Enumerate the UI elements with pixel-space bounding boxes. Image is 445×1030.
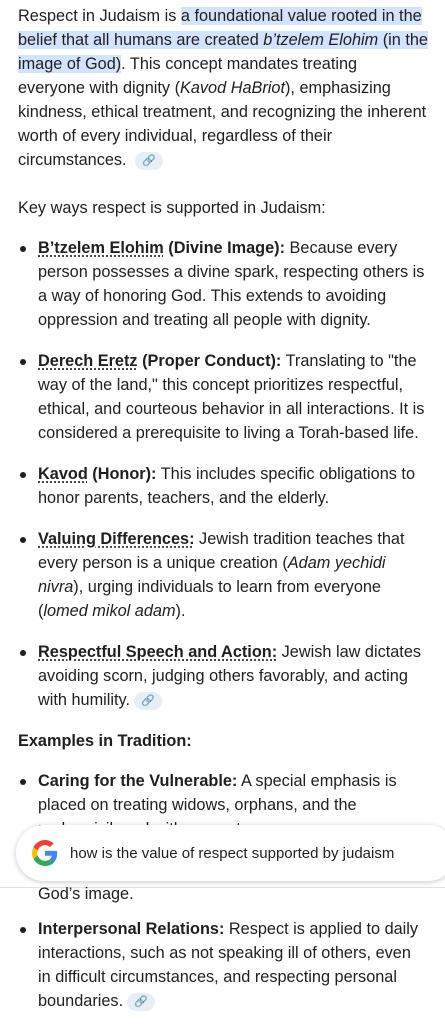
highlight-part-b: (in the image of God) (18, 31, 428, 73)
list-item (18, 640, 428, 712)
item-text-a: Jewish tradition teaches that every person is a unique creation ( (38, 530, 405, 572)
intro-italic: Kavod HaBriot (180, 79, 285, 97)
item-italic-b: lomed mikol adam (43, 602, 176, 620)
highlight-italic: b’tzelem Elohim (263, 31, 379, 49)
item-text: A special emphasis is placed on treating widows, orphans, and the (38, 772, 397, 814)
key-ways-heading: Key ways respect is supported in Judaism: (18, 199, 326, 217)
item-text: This includes specific obligations to honor parents, teachers, and the elderly. (38, 465, 416, 507)
term-link[interactable]: Derech Eretz (38, 352, 138, 370)
term-rest: (Proper Conduct): (137, 352, 282, 370)
example-term: Caring for the Vulnerable: (38, 772, 238, 790)
list-item (18, 462, 428, 510)
google-g-icon (32, 840, 58, 866)
list-item (18, 527, 428, 623)
term-link[interactable]: Valuing Differences: (38, 530, 195, 548)
term-link[interactable]: Respectful Speech and Action: (38, 643, 278, 661)
intro-rest-b: ), emphasizing kindness, ethical treatment, and recognizing the inherent worth of every individual, regardless of their circumstances. (18, 79, 427, 169)
list-item (18, 349, 428, 445)
partial-list-text: God’s image. (38, 885, 134, 903)
intro-rest-a: . This concept mandates treating everyone with dignity ( (18, 55, 358, 97)
link-icon[interactable]: 🔗 (134, 692, 162, 710)
item-text-b: ), urging individuals to learn from everyone ( (38, 578, 381, 620)
search-bar[interactable] (16, 825, 445, 881)
item-text: Translating to "the way of the land," this concept prioritizes respectful, ethical, and courteous behavior in all interactions. It is considered a prerequisite to living a Torah-based life. (38, 352, 425, 442)
link-icon[interactable]: 🔗 (135, 152, 163, 170)
item-text: Jewish law dictates avoiding scorn, judging others favorably, and acting with humility. (38, 643, 422, 709)
key-ways-list (18, 236, 428, 712)
term-rest: (Divine Image): (163, 239, 285, 257)
list-item (18, 236, 428, 332)
examples-list-continued (18, 917, 428, 1030)
answer-content (18, 4, 428, 858)
item-italic-a: Adam yechidi nivra (38, 554, 386, 596)
intro-paragraph (18, 4, 428, 172)
term-link[interactable]: B’tzelem Elohim (38, 239, 164, 257)
link-icon[interactable]: 🔗 (127, 993, 155, 1011)
item-text: Because every person possesses a divine spark, respecting others is a way of honoring God. This extends to avoiding oppression and treating all people with dignity. (38, 239, 425, 329)
item-text-c: ). (175, 602, 186, 620)
term-link[interactable]: Kavod (38, 465, 88, 483)
example-term: Interpersonal Relations: (38, 920, 225, 938)
search-query[interactable]: how is the value of respect supported by judaism (70, 844, 395, 862)
intro-lead: Respect in Judaism is (18, 7, 181, 25)
list-item (18, 917, 428, 1013)
examples-heading: Examples in Tradition: (18, 732, 192, 750)
highlight-part-a: a foundational value rooted in the belief that all humans are created (18, 7, 422, 49)
item-text: Respect is applied to daily interactions, such as not speaking ill of others, even in difficult circumstances, and respecting personal boundaries. (38, 920, 419, 1010)
term-rest: (Honor): (87, 465, 157, 483)
